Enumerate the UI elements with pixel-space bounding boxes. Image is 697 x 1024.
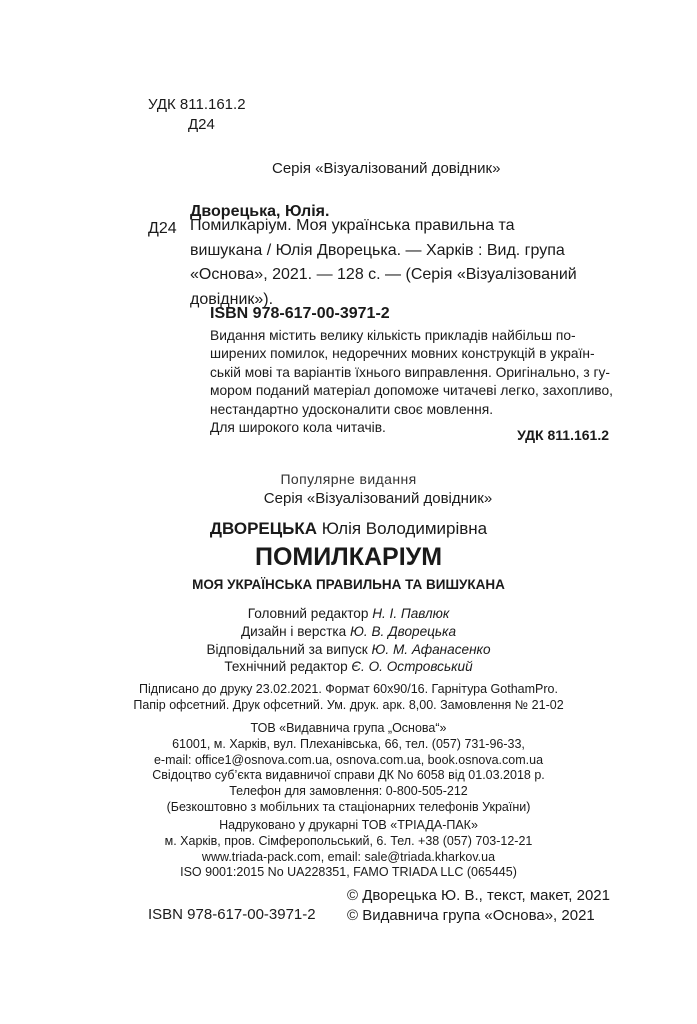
- bibliographic-line: довідник»).: [190, 290, 274, 308]
- printer-info-line: www.triada-pack.com, email: sale@triada.kharkov.ua: [201, 849, 496, 864]
- print-info-line: Папір офсетний. Друк офсетний. Ум. друк. арк. 8,00. Замовлення № 21-02: [133, 697, 564, 712]
- credit-person: Ю. В. Дворецька: [350, 623, 457, 639]
- printer-info-line: м. Харків, пров. Сімферопольський, 6. Тел. +38 (057) 703-12-21: [164, 833, 533, 848]
- annotation-line: ській мові та варіантів їхнього виправлення. Оригінально, з гу-: [210, 364, 611, 380]
- author-line: [0, 519, 697, 539]
- publisher-info-line: Телефон для замовлення: 0-800-505-212: [229, 784, 468, 799]
- publisher-info-line: e-mail: office1@osnova.com.ua, osnova.com.ua, book.osnova.com.ua: [153, 752, 544, 767]
- bibliographic-description: [190, 214, 577, 312]
- annotation-line: ширених помилок, недоречних мовних конструкцій в україн-: [210, 346, 595, 362]
- printer-info-line: Надруковано у друкарні ТОВ «ТРІАДА-ПАК»: [219, 818, 478, 832]
- credit-line: [0, 623, 697, 641]
- author-heading: Дворецька, Юлія.: [190, 203, 330, 220]
- credit-role: Головний редактор: [247, 606, 373, 621]
- copyright-line: © Видавнича група «Основа», 2021: [347, 907, 595, 924]
- annotation-line: Видання містить велику кількість прикладів найбільш по-: [210, 328, 576, 343]
- book-subtitle: МОЯ УКРАЇНСЬКА ПРАВИЛЬНА ТА ВИШУКАНА: [192, 577, 505, 592]
- isbn-heading: ISBN 978-617-00-3971-2: [210, 305, 390, 322]
- credit-role: Технічний редактор: [224, 659, 352, 675]
- publisher-info: [0, 721, 697, 816]
- printer-info: [0, 818, 697, 881]
- bbk-code-top: Д24: [188, 116, 215, 133]
- print-info: [0, 682, 697, 714]
- bibliographic-line: Помилкаріум. Моя українська правильна та: [190, 217, 515, 234]
- annotation-line: Для широкого кола читачів.: [210, 420, 386, 436]
- credit-person: Є. О. Островський: [351, 659, 473, 675]
- credit-person: Н. І. Павлюк: [372, 606, 450, 621]
- credit-person: Ю. М. Афанасенко: [371, 641, 491, 657]
- book-title: ПОМИЛКАРІУМ: [254, 543, 443, 571]
- udk-code-bottom: УДК 811.161.2: [517, 427, 609, 443]
- printer-info-line: ISO 9001:2015 No UA228351, FAMO TRIADA LLC (065445): [180, 865, 517, 880]
- annotation-line: мором поданий матеріал допоможе читачеві легко, захопливо,: [210, 383, 613, 399]
- publisher-info-line: ТОВ «Видавнича група „Основа“»: [250, 721, 447, 735]
- bibliographic-line: «Основа», 2021. — 128 с. — (Серія «Візуалізований: [190, 266, 577, 283]
- credit-role: Відповідальний за випуск: [206, 641, 372, 657]
- credit-role: Дизайн і верстка: [240, 623, 351, 639]
- credit-line: [0, 641, 697, 659]
- copyright-line: © Дворецька Ю. В., текст, макет, 2021: [347, 887, 610, 904]
- series-top: Серія «Візуалізований довідник»: [272, 160, 501, 177]
- bbk-code-side: Д24: [148, 220, 177, 237]
- publisher-info-line: Свідоцтво суб’єкта видавничої справи ДК No 6058 від 01.03.2018 р.: [152, 768, 545, 783]
- annotation: [210, 327, 613, 437]
- publisher-info-line: 61001, м. Харків, вул. Плеханівська, 66, тел. (057) 731-96-33,: [172, 736, 525, 751]
- author-given-name: Юлія Володимирівна: [317, 519, 488, 538]
- publisher-info-line: (Безкоштовно з мобільних та стаціонарних телефонів України): [166, 799, 531, 814]
- print-info-line: Підписано до друку 23.02.2021. Формат 60х90/16. Гарнітура GothamPro.: [139, 682, 558, 696]
- udk-code-top: УДК 811.161.2: [148, 96, 246, 113]
- series-middle: Серія «Візуалізований довідник»: [263, 490, 493, 507]
- credit-line: [0, 605, 697, 623]
- annotation-line: нестандартно удосконалити своє мовлення.: [210, 401, 494, 417]
- copyright: [347, 886, 610, 926]
- popular-edition-label: Популярне видання: [280, 471, 417, 487]
- credits: [0, 605, 697, 676]
- credit-line: [0, 658, 697, 676]
- author-surname: ДВОРЕЦЬКА: [209, 519, 318, 538]
- bibliographic-line: вишукана / Юлія Дворецька. — Харків : Вид. група: [190, 241, 565, 259]
- isbn-bottom: ISBN 978-617-00-3971-2: [148, 906, 316, 923]
